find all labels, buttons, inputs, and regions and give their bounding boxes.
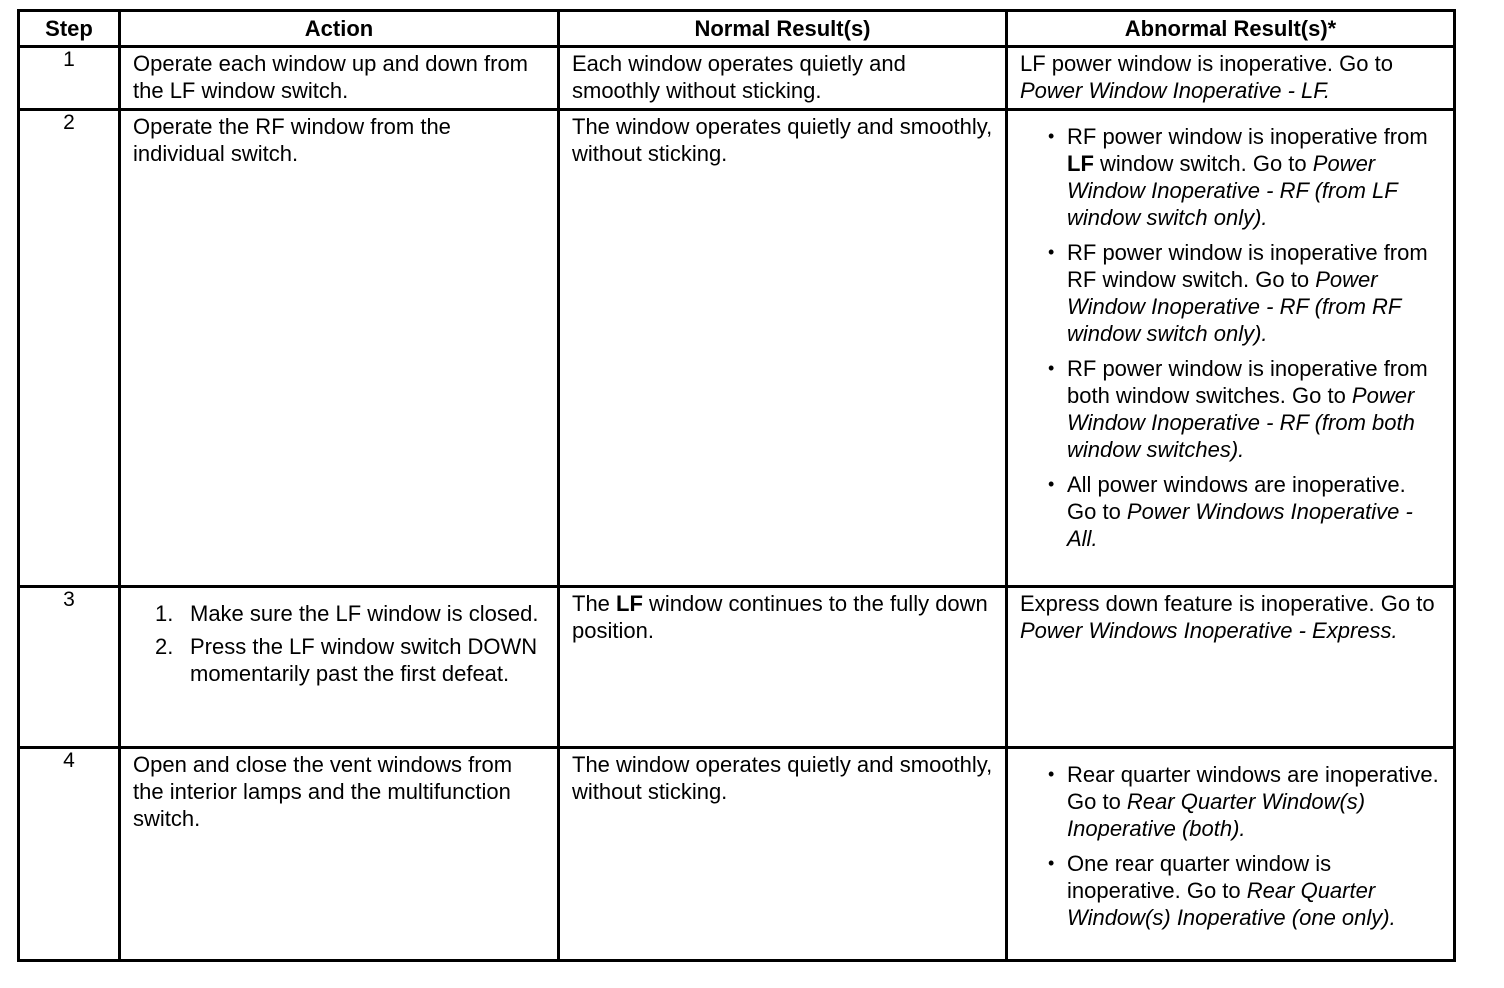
step-number: 1 <box>19 47 120 110</box>
list-item: • Rear quarter windows are inoperative. Go to Rear Quarter Window(s) Inoperative (both). <box>1048 762 1439 841</box>
abnormal-result-list <box>1020 761 1441 931</box>
procedure-reference: Power Window Inoperative - RF (from RF window switch only). <box>1067 267 1401 346</box>
bold-term: LF <box>1067 151 1094 176</box>
table-row <box>19 110 1455 587</box>
table-row <box>19 47 1455 110</box>
action-cell <box>120 110 559 587</box>
bullet-icon: • <box>1048 764 1055 784</box>
bullet-icon: • <box>1048 126 1055 146</box>
list-item: • All power windows are inoperative. Go to Power Windows Inoperative - All. <box>1048 472 1413 551</box>
step-number: 2 <box>19 110 120 587</box>
bullet-icon: • <box>1048 474 1055 494</box>
table-row <box>19 587 1455 748</box>
procedure-reference: Power Window Inoperative - RF (from both window switches). <box>1067 383 1415 462</box>
normal-result-text: Each window operates quietly and smoothly without sticking. <box>572 51 906 103</box>
abnormal-result-cell <box>1007 748 1455 961</box>
list-item: 2. Press the LF window switch DOWN momentarily past the first defeat. <box>155 634 538 686</box>
list-item: • RF power window is inoperative from LF window switch. Go to Power Window Inoperative - RF (from LF window switch only). <box>1048 124 1428 230</box>
action-cell <box>120 748 559 961</box>
abnormal-result-list <box>1020 123 1441 552</box>
procedure-reference: Rear Quarter Window(s) Inoperative (both). <box>1067 789 1366 841</box>
step-label: 2. <box>155 634 174 659</box>
list-item: • RF power window is inoperative from both window switches. Go to Power Window Inoperative - RF (from both window switches). <box>1048 356 1428 462</box>
bullet-icon: • <box>1048 242 1055 262</box>
header-abnormal-results: Abnormal Result(s)* <box>1007 11 1455 47</box>
action-text: Open and close the vent windows from the interior lamps and the multifunction switch. <box>133 752 513 831</box>
table-header-row <box>19 11 1455 47</box>
normal-result-text: The LF window continues to the fully down position. <box>572 591 988 643</box>
abnormal-result-text <box>1008 48 1453 108</box>
step-number: 4 <box>19 748 120 961</box>
normal-result-text: The window operates quietly and smoothly, without sticking. <box>572 752 993 804</box>
abnormal-result-cell <box>1007 47 1455 110</box>
normal-result-cell <box>559 110 1007 587</box>
procedure-reference: Power Window Inoperative - LF. <box>1020 78 1330 103</box>
abnormal-result-cell <box>1007 587 1455 748</box>
diagnostic-table <box>17 9 1456 962</box>
procedure-reference: Power Windows Inoperative - Express. <box>1020 618 1398 643</box>
bold-term: LF <box>616 591 643 616</box>
action-text: Operate each window up and down from the LF window switch. <box>133 51 529 103</box>
action-text: Operate the RF window from the individual switch. <box>133 114 451 166</box>
bullet-icon: • <box>1048 853 1055 873</box>
header-step: Step <box>19 11 120 47</box>
normal-result-text: The window operates quietly and smoothly, without sticking. <box>572 114 993 166</box>
bullet-icon: • <box>1048 358 1055 378</box>
abnormal-result-text: Express down feature is inoperative. Go to Power Windows Inoperative - Express. <box>1020 591 1435 643</box>
procedure-reference: Power Window Inoperative - RF (from LF window switch only). <box>1067 151 1398 230</box>
normal-result-cell <box>559 587 1007 748</box>
normal-result-cell <box>559 47 1007 110</box>
header-action: Action <box>120 11 559 47</box>
action-steps-list <box>133 600 545 687</box>
list-item: • RF power window is inoperative from RF window switch. Go to Power Window Inoperative - RF (from RF window switch only). <box>1048 240 1428 346</box>
action-cell <box>120 587 559 748</box>
abnormal-text: LF power window is inoperative. Go to <box>1020 51 1393 76</box>
header-normal-results: Normal Result(s) <box>559 11 1007 47</box>
step-label: 1. <box>155 601 174 626</box>
procedure-reference: Rear Quarter Window(s) Inoperative (one only). <box>1067 878 1396 930</box>
list-item: • One rear quarter window is inoperative. Go to Rear Quarter Window(s) Inoperative (one only). <box>1048 851 1396 930</box>
normal-result-cell <box>559 748 1007 961</box>
procedure-reference: Power Windows Inoperative - All. <box>1067 499 1413 551</box>
action-cell <box>120 47 559 110</box>
abnormal-result-cell <box>1007 110 1455 587</box>
table-row <box>19 748 1455 961</box>
list-item: 1. Make sure the LF window is closed. <box>155 601 539 626</box>
step-number: 3 <box>19 587 120 748</box>
